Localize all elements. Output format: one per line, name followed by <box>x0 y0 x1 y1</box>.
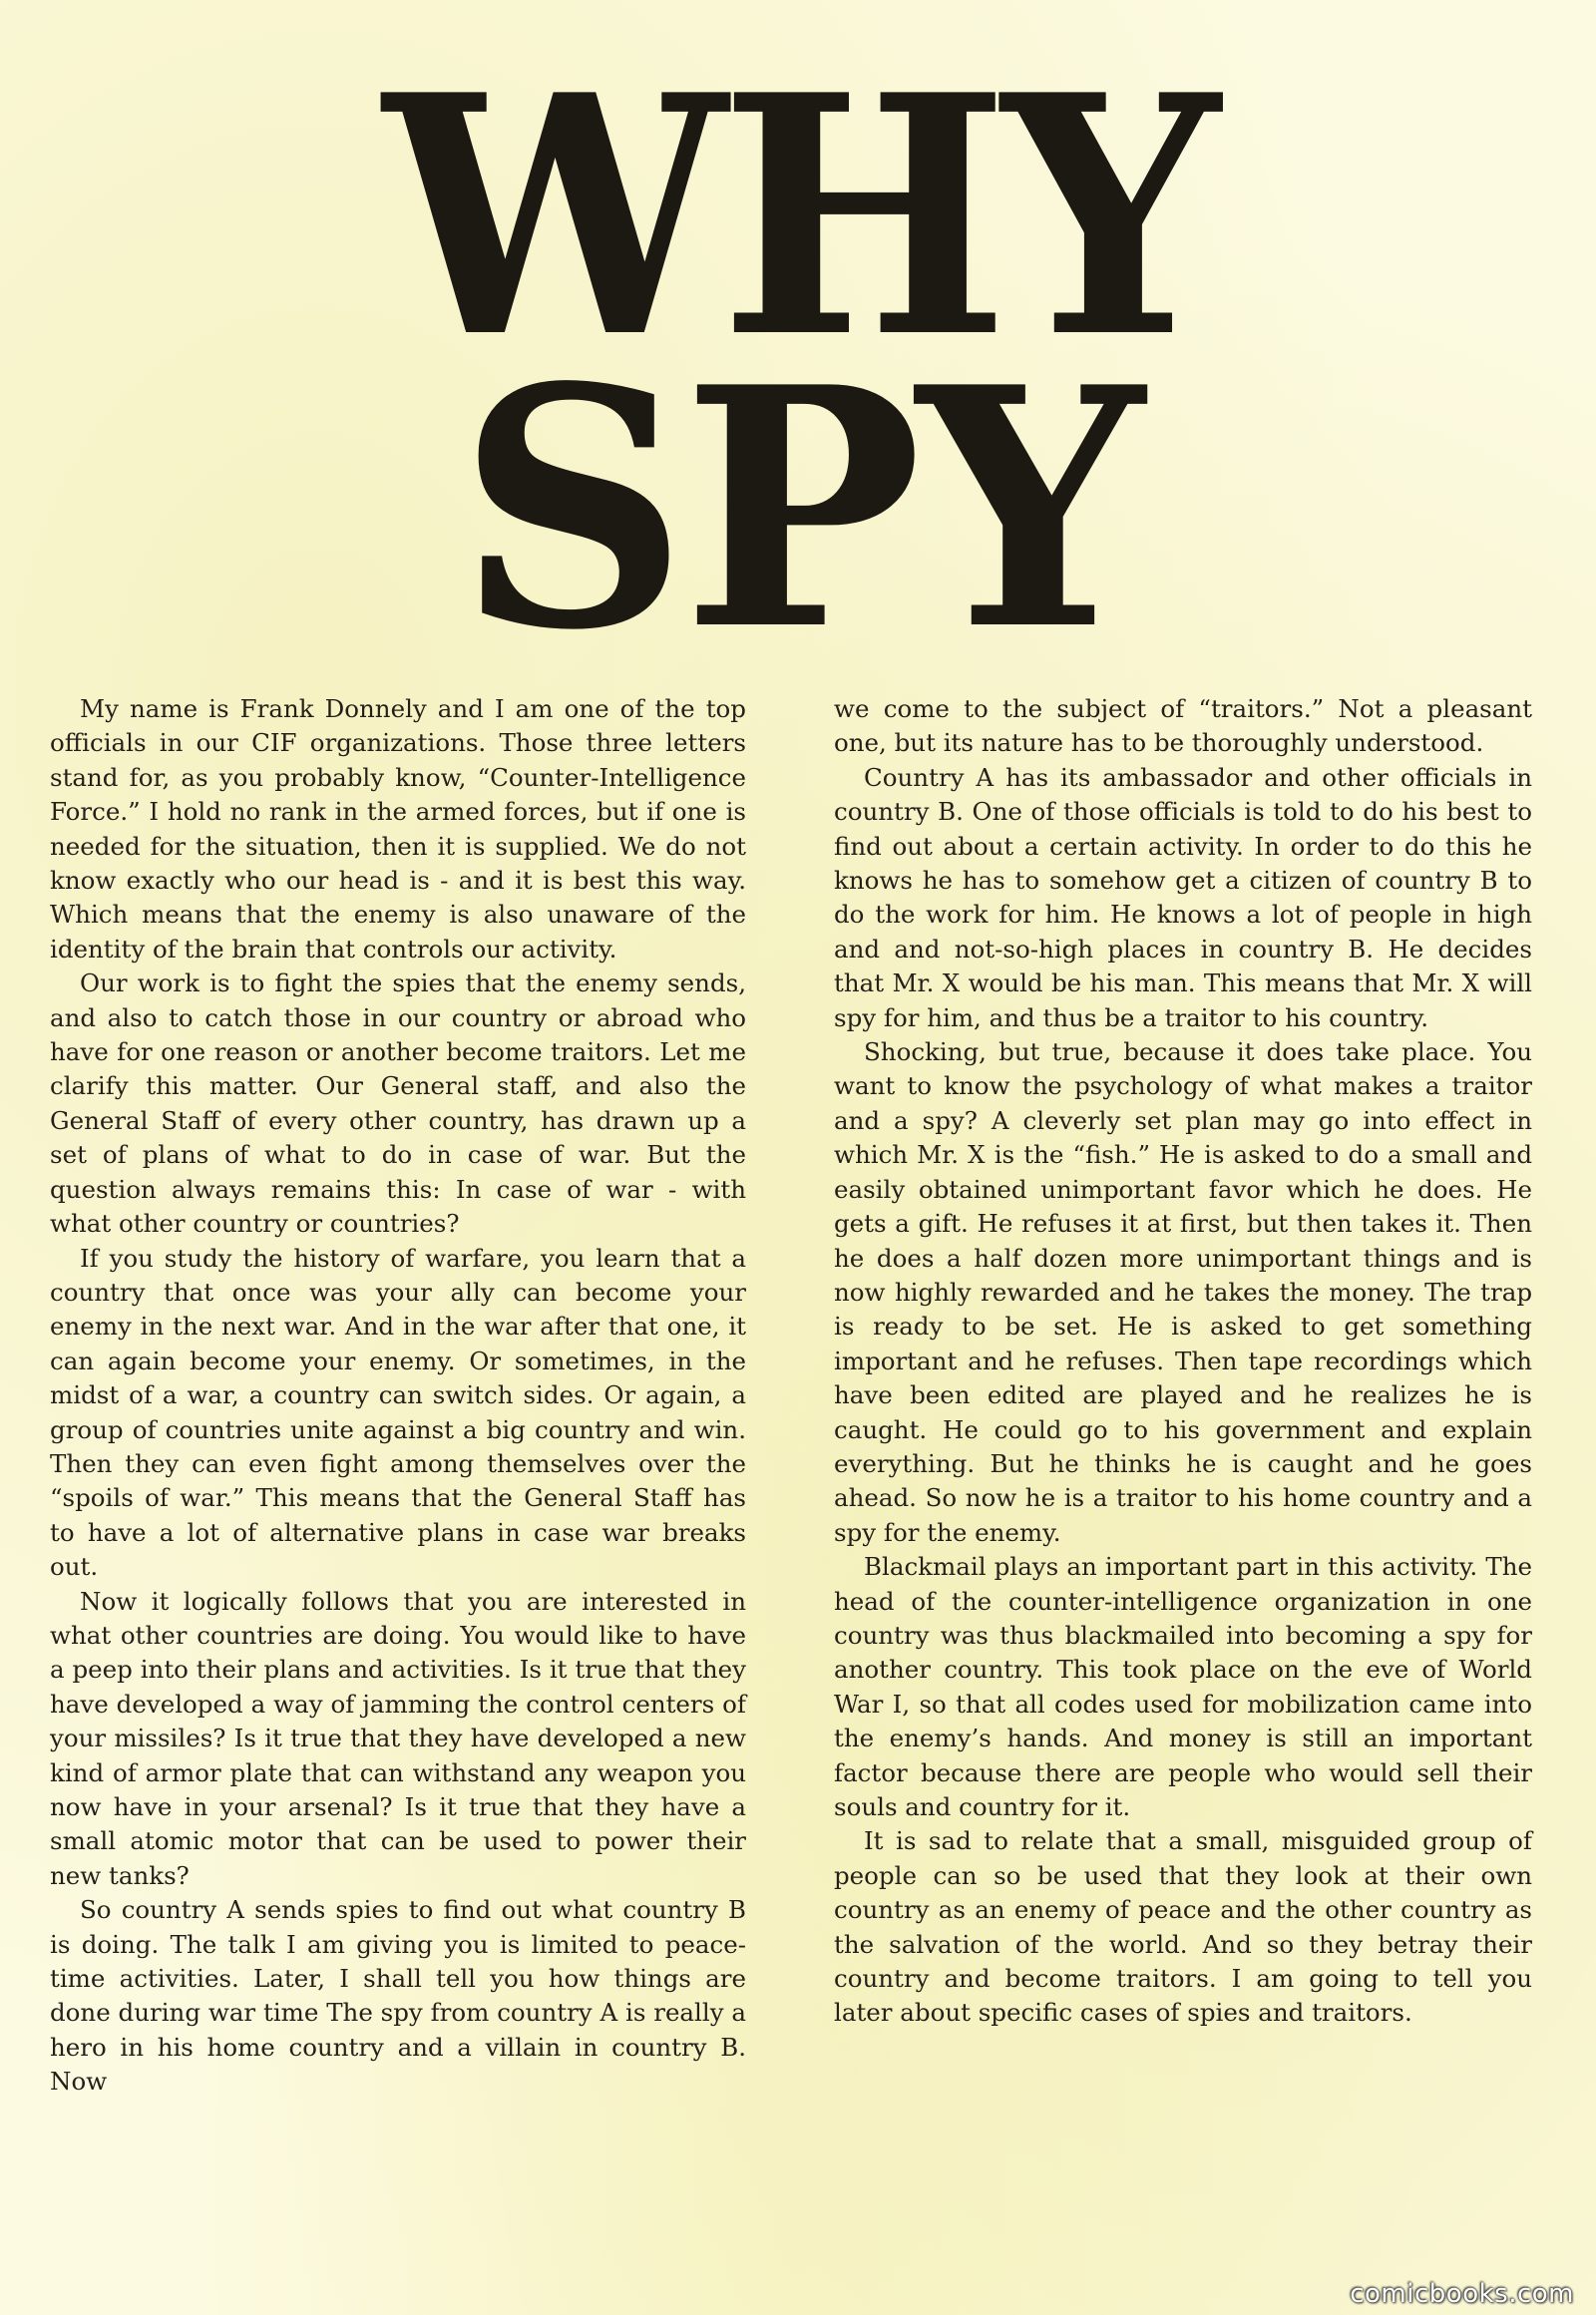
paragraph: Blackmail plays an important part in this activity. The head of the counter-intelligence organization in one country was thus blackmailed into becoming a spy for another country. This took place on the eve of World War I, so that all codes used for mobilization came into the enemy’s hands. And money is still an important factor because there are people who would sell their souls and country for it. <box>834 1552 1532 1821</box>
paragraph: Our work is to fight the spies that the enemy sends, and also to catch those in our country or abroad who have for one reason or another become traitors. Let me clarify this matter. Our General staff, and also the General Staff of every other country, has drawn up a set of plans of what to do in case of war. But the question always remains this: In case of war - with what other country or countries? <box>50 968 746 1239</box>
title-spy: SPY <box>457 315 1139 702</box>
paragraph-continuation: we come to the subject of “traitors.” Not a pleasant one, but its nature has to be thoroughly understood. <box>834 694 1532 758</box>
paragraph: If you study the history of warfare, you learn that a country that once was your ally can become your enemy in the next war. And in the war after that one, it can again become your enemy. Or sometimes, in the midst of a war, a country can switch sides. Or again, a group of countries unite against a big country and win. Then they can even fight among themselves over the “spoils of war.” This means that the General Staff has to have a lot of alternative plans in case war breaks out. <box>50 1243 746 1582</box>
paragraph: Country A has its ambassador and other officials in country B. One of those officials is told to do his best to find out about a certain activity. In order to do this he knows he has to somehow get a citizen of country B to do the work for him. He knows a lot of people in high and and not-so-high places in country B. He decides that Mr. X would be his man. This means that Mr. X will spy for him, and thus be a traitor to his country. <box>834 762 1532 1032</box>
paragraph: So country A sends spies to find out what country B is doing. The talk I am giving you is limited to peace-time activities. Later, I shall tell you how things are done during war time The spy from country A is really a hero in his home country and a villain in country B. Now <box>50 1895 746 2097</box>
paragraph: Shocking, but true, because it does take place. You want to know the psychology of what makes a traitor and a spy? A cleverly set plan may go into effect in which Mr. X is the “fish.” He is asked to do a small and easily obtained unimportant favor which he does. He gets a gift. He refuses it at first, but then takes it. Then he does a half dozen more unimportant things and is now highly rewarded and he takes the money. The trap is ready to be set. He is asked to get something important and he refuses. Then tape recordings which have been edited are played and he realizes he is caught. He could go to his government and explain everything. But he thinks he is caught and he goes ahead. So now he is a traitor to his home country and a spy for the enemy. <box>834 1037 1532 1547</box>
paragraph: It is sad to relate that a small, misguided group of people can so be used that they look at their own country as an enemy of peace and the other country as the salvation of the world. And so they betray their country and become traitors. I am going to tell you later about specific cases of spies and traitors. <box>834 1826 1532 2028</box>
left-column <box>50 692 746 2100</box>
paragraph: My name is Frank Donnely and I am one of the top officials in our CIF organizations. Those three letters stand for, as you probably know, “Counter-Intelligence Force.” I hold no rank in the armed forces, but if one is needed for the situation, then it is supplied. We do not know exactly who our head is - and it is best this way. Which means that the enemy is also unaware of the identity of the brain that controls our activity. <box>50 694 746 964</box>
title-why: WHY <box>383 23 1213 410</box>
watermark: comicbooks.com <box>1350 2279 1574 2309</box>
paragraph: Now it logically follows that you are interested in what other countries are doing. You would like to have a peep into their plans and activities. Is it true that they have developed a way of jamming the control centers of your missiles? Is it true that they have developed a new kind of armor plate that can withstand any weapon you now have in your arsenal? Is it true that they have a small atomic motor that can be used to power their new tanks? <box>50 1586 746 1890</box>
right-column <box>834 692 1532 2031</box>
